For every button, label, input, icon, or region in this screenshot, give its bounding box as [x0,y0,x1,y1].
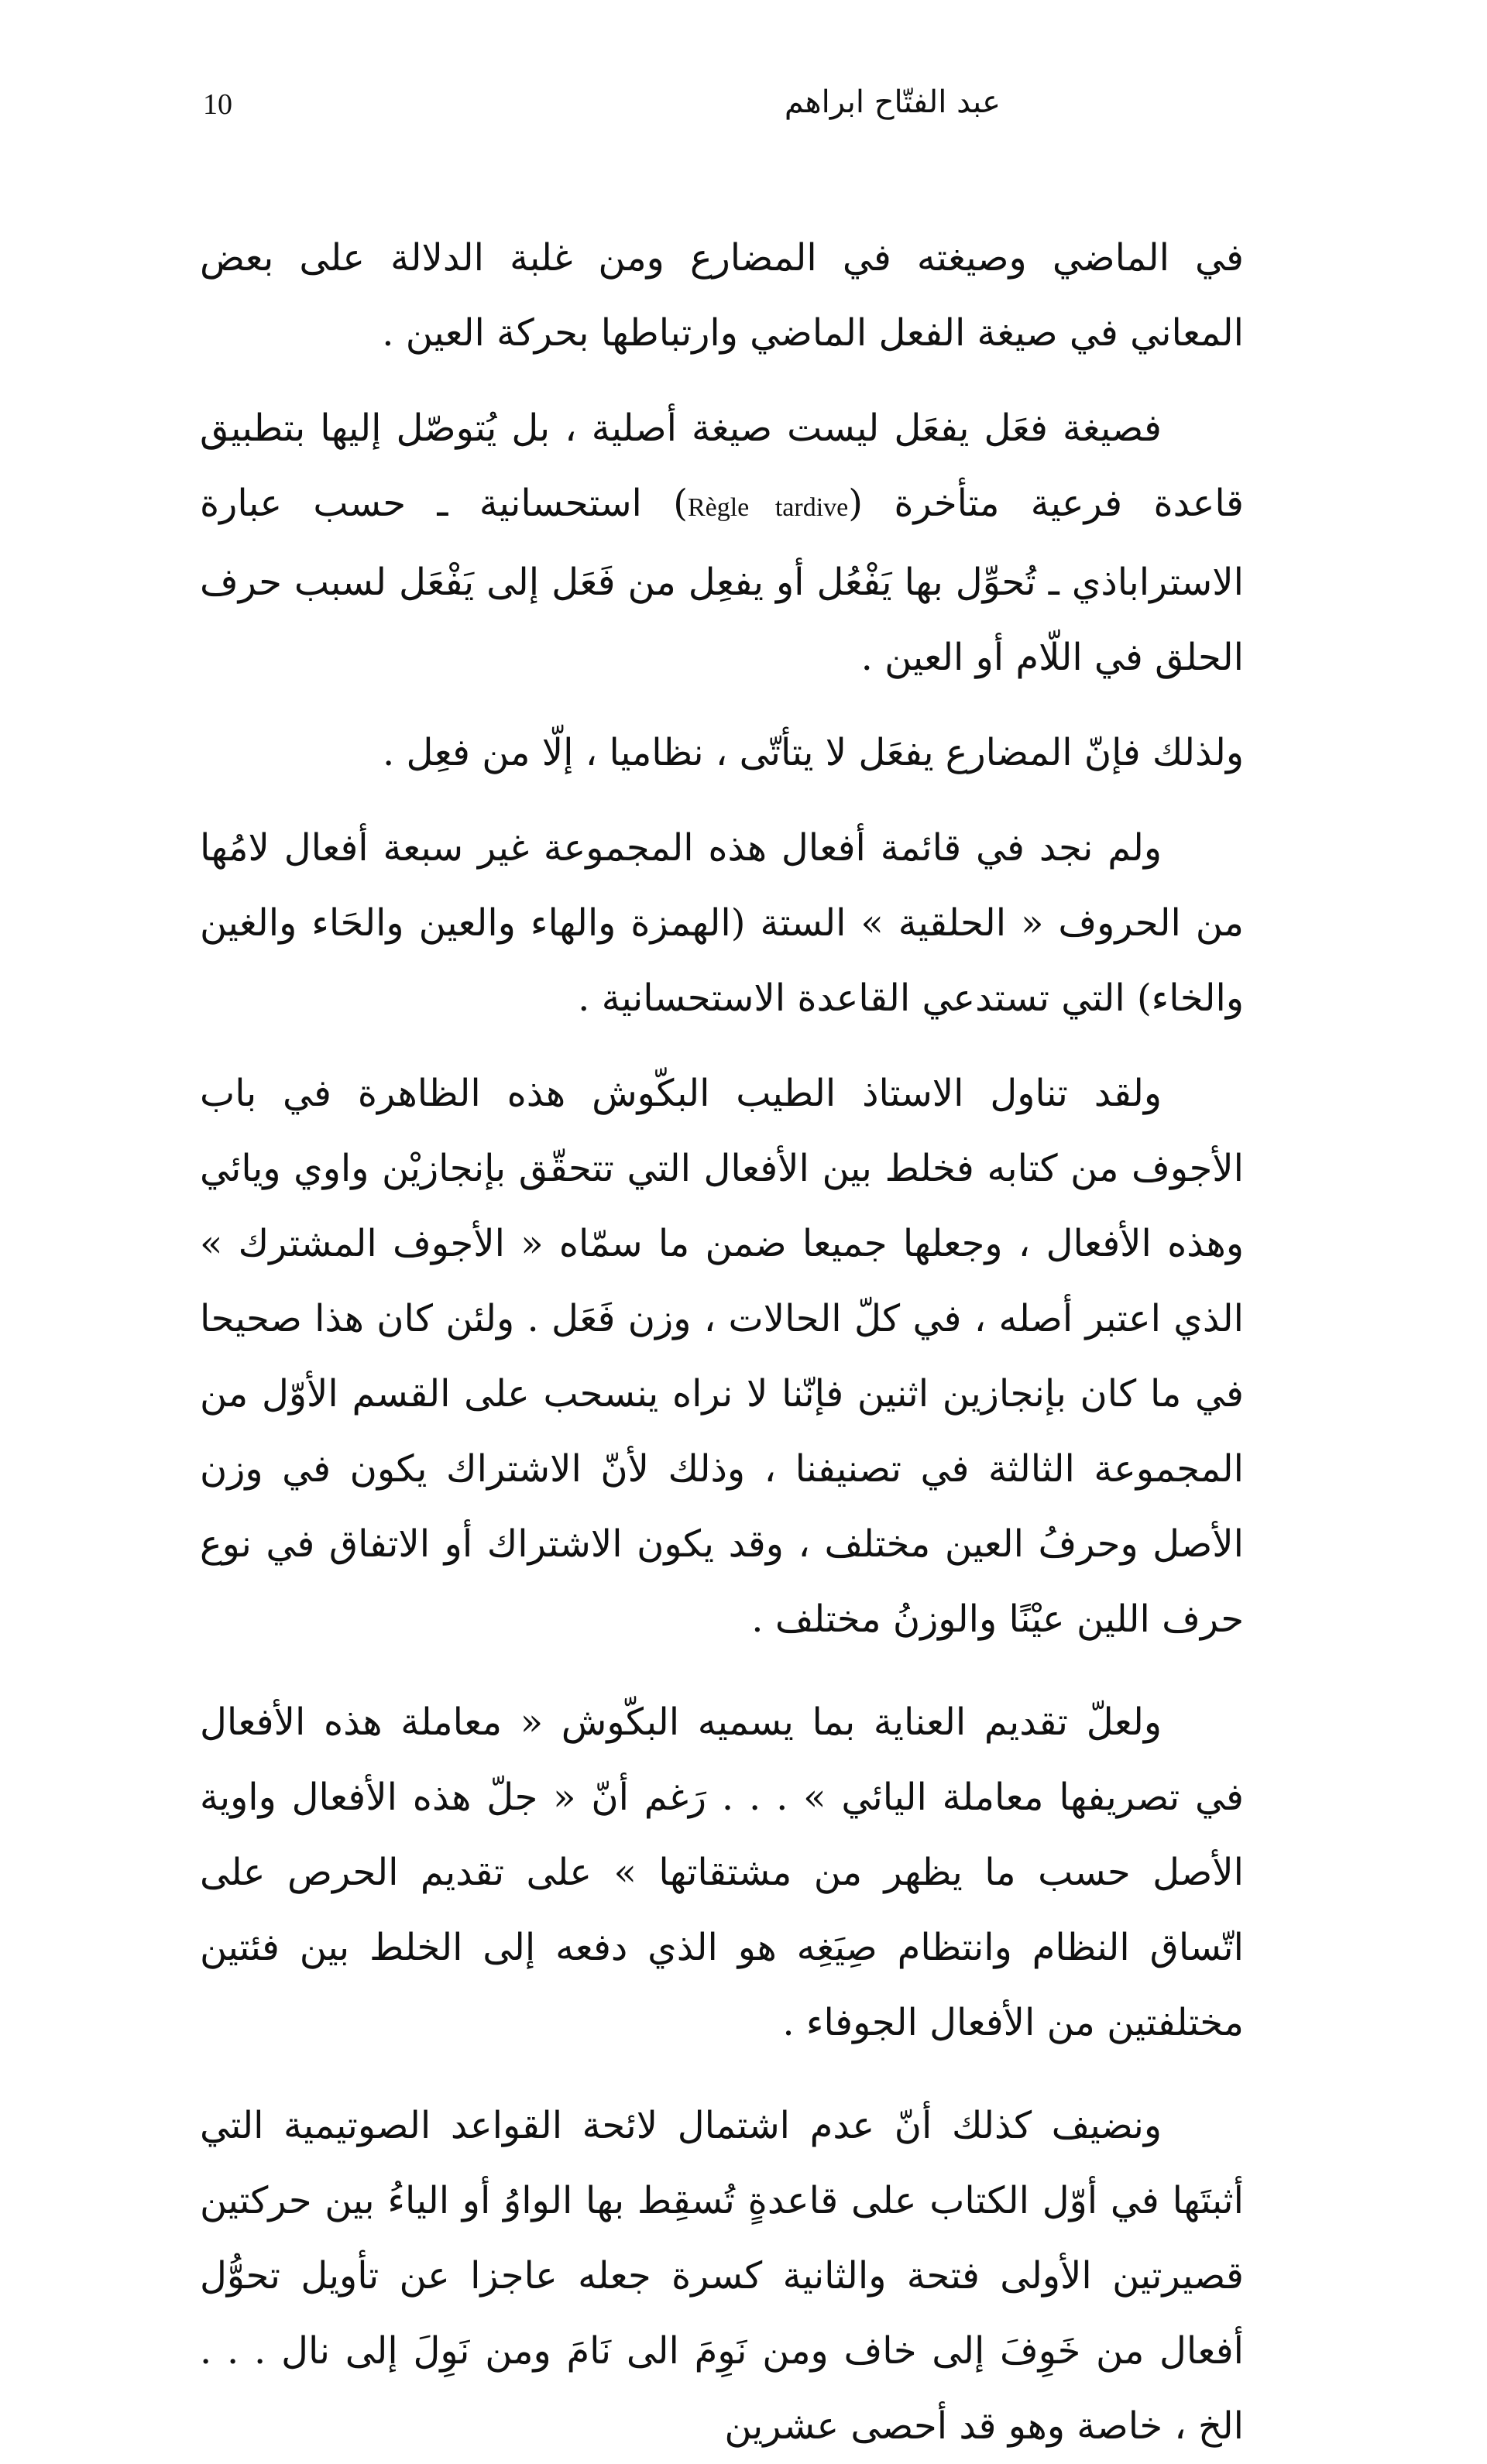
paragraph-2 [200,391,1244,695]
paragraph-7: ونضيف كذلك أنّ عدم اشتمال لائحة القواعد الصوتيمية التي أثبتَها في أوّل الكتاب على قاعدةٍ تُسقِط بها الواوُ أو الياءُ بين حركتين قصيرتين الأولى فتحة والثانية كسرة جعله عاجزا عن تأويل تحوُّل أفعال من خَوِفَ إلى خاف ومن نَوِمَ الى نَامَ ومن نَوِلَ إلى نال . . . الخ ، خاصة وهو قد أحصى عشرين [200,2104,1244,2448]
body-text [200,221,1244,2464]
paragraph-1: في الماضي وصيغته في المضارع ومن غلبة الدلالة على بعض المعاني في صيغة الفعل الماضي وارتباطها بحركة العين . [200,236,1244,355]
paragraph-5: ولقد تناول الاستاذ الطيب البكّوش هذه الظاهرة في باب الأجوف من كتابه فخلط بين الأفعال التي تتحقّق بإنجازيْن واوي ويائي وهذه الأفعال ، وجعلها جميعا ضمن ما سمّاه « الأجوف المشترك » الذي اعتبر أصله ، في كلّ الحالات ، وزن فَعَل . ولئن كان هذا صحيحا في ما كان بإنجازين اثنين فإنّنا لا نراه ينسحب على القسم الأوّل من المجموعة الثالثة في تصنيفنا ، وذلك لأنّ الاشتراك يكون في وزن الأصل وحرفُ العين مختلف ، وقد يكون الاشتراك أو الاتفاق في نوع حرف اللين عيْنًا والوزنُ مختلف . [200,1072,1244,1641]
paragraph-6: ولعلّ تقديم العناية بما يسميه البكّوش « معاملة هذه الأفعال في تصريفها معاملة اليائي » . . . رَغم أنّ « جلّ هذه الأفعال واوية الأصل حسب ما يظهر من مشتقاتها » على تقديم الحرص على اتّساق النظام وانتظام صِيَغِه هو الذي دفعه إلى الخلط بين فئتين مختلفتين من الأفعال الجوفاء . [200,1700,1245,2044]
latin-term: Règle tardive [687,493,849,522]
running-header [203,81,1241,136]
paragraph-2-text-b: ) استحسانية ـ حسب عبارة الاستراباذي ـ تُحوِّل بها يَفْعُل أو يفعِل من فَعَل إلى يَفْعَل لسبب حرف الحلق في اللّام أو العين . [200,482,1244,679]
paragraph-3: ولذلك فإنّ المضارع يفعَل لا يتأتّى ، نظاميا ، إلّا من فعِل . [383,731,1244,774]
paragraph-4: ولم نجد في قائمة أفعال هذه المجموعة غير سبعة أفعال لامُها من الحروف « الحلقية » الستة (الهمزة والهاء والعين والحَاء والغين والخاء) التي تستدعي القاعدة الاستحسانية . [200,826,1244,1020]
page-number: 10 [203,88,232,121]
running-title: عبد الفتّاح ابراهم [784,84,1001,120]
paragraph-2-text-a: فصيغة فعَل يفعَل ليست صيغة أصلية ، بل يُتوصّل إليها بتطبيق قاعدة فرعية متأخرة ( [200,407,1244,525]
